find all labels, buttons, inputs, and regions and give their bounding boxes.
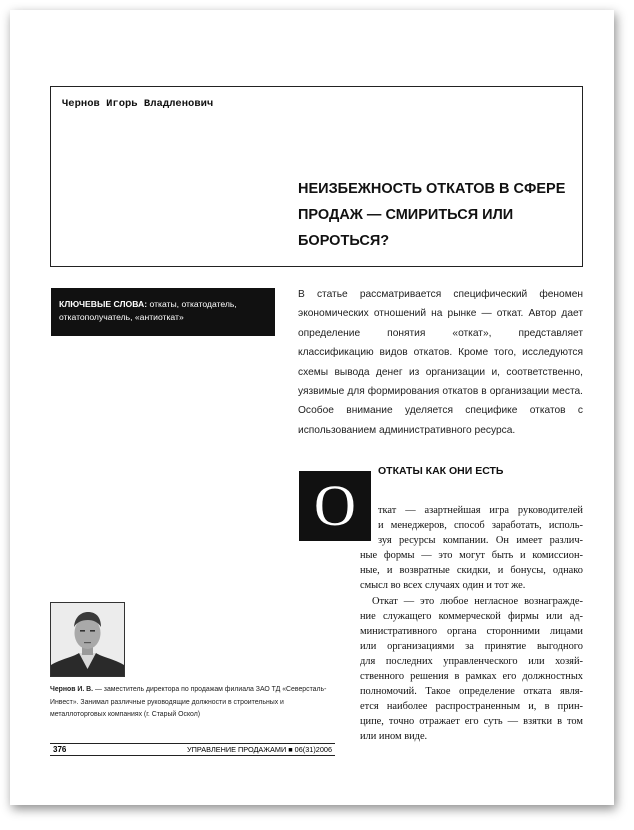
keywords-label: КЛЮЧЕВЫЕ СЛОВА:: [59, 299, 148, 309]
body-line: ние служащего коммерческой фирмы или ад-: [360, 610, 583, 622]
body-line: или ином виде.: [360, 731, 428, 743]
body-line: министративного органа сторонними лицами: [360, 625, 583, 637]
page-number: 376: [53, 745, 67, 754]
body-line: ткат — азартнейшая игра руководителей: [378, 505, 583, 516]
body-line: смысл во всех случаях один и тот же.: [360, 580, 526, 592]
portrait-image: [51, 603, 124, 676]
body-line: или организациями за принятие выгодного: [360, 640, 583, 652]
drop-cap: О: [299, 471, 371, 541]
body-line: ципе, точно отражает его суть — взятки в том: [360, 716, 583, 728]
body-line: и менеджеров, способ заработать, исполь-: [378, 520, 583, 532]
body-line: ные, и возвратные скидки, и бонусы, однако: [360, 565, 583, 577]
keywords-box: [51, 288, 275, 336]
page-footer: [50, 743, 335, 756]
keywords-text: откаты, откатодатель, откатополучатель, «антиоткат»: [59, 299, 237, 322]
journal-name: УПРАВЛЕНИЕ ПРОДАЖАМИ ■ 06(31)2006: [187, 745, 332, 754]
body-line: Откат — это любое негласное вознагражде-: [372, 595, 583, 607]
author-photo: [50, 602, 125, 677]
abstract: В статье рассматривается специфический феномен экономических отношений на рынке — откат. Автор дает определение понятия «откат», представляет классификацию видов откатов. Кроме того, исследуются схемы вывода денег из организации и, соответственно, уязвимые для формирования откатов в организации места. Особое внимание уделяется специфике откатов с использованием административного ресурса.: [298, 289, 583, 436]
body-line: ственного решения в рамках его должностных: [360, 671, 583, 683]
body-line: для последних управленческого или хозяй-: [360, 655, 583, 667]
body-line: зуя ресурсы компании. Он имеет различ-: [378, 535, 583, 547]
bio-text: — заместитель директора по продажам филиала ЗАО ТД «Северсталь-Инвест». Занимал различные руководящие должности в строительных и металлоторговых компаниях (г. Старый Оскол): [50, 686, 327, 719]
body-text: [360, 503, 583, 745]
body-line: ные формы — это могут быть и комиссион-: [360, 550, 583, 562]
author-name: Чернов Игорь Владленович: [62, 98, 214, 110]
article-title: НЕИЗБЕЖНОСТЬ ОТКАТОВ В СФЕРЕ ПРОДАЖ — СМИРИТЬСЯ ИЛИ БОРОТЬСЯ?: [298, 181, 566, 249]
body-line: ется наиболее распространенным и, в прин-: [360, 701, 583, 713]
section-heading: ОТКАТЫ КАК ОНИ ЕСТЬ: [378, 465, 504, 477]
author-bio: [50, 684, 335, 722]
bio-name: Чернов И. В.: [50, 686, 94, 693]
body-line: полномочий. Такое определение отката явля-: [360, 686, 583, 698]
